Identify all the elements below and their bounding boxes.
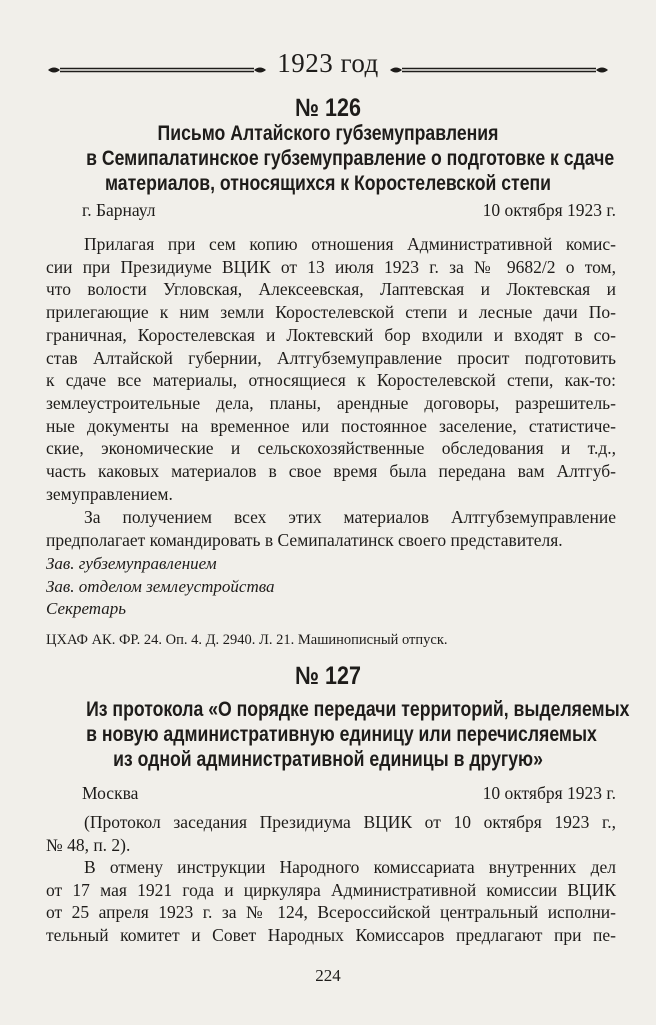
signature-line: Зав. губземуправлением [46,554,217,573]
paragraph-126-2 [46,506,616,551]
text-line: к сдаче все материалы, относящиеся к Коростелевской степи, как-то: [46,370,616,391]
title-line: Письмо Алтайского губземуправления [157,122,499,145]
signature-block-126 [46,553,275,621]
text-line: тельный комитет и Совет Народных Комиссаров предлагают при пе- [46,925,616,946]
document-number-126: № 126 [295,94,361,122]
text-line: ные документы на временное или постоянное заселение, статистиче- [46,415,616,436]
text-line: прилегающие к ним земли Коростелевской степи и лесные дачи По- [46,302,616,323]
title-line: Из протокола «О порядке передачи территорий, выделяемых [86,698,630,721]
place-date-line-127 [82,783,616,804]
running-head: 1923 год [277,48,379,78]
paragraph-127-1 [46,856,616,947]
protocol-note-127 [46,811,616,856]
text-line: (Протокол заседания Президиума ВЦИК от 10 октября 1923 г., [84,812,616,832]
text-line: граничная, Коростелевская и Локтевский бор входили и входят в со- [46,324,616,345]
text-line: земуправлением. [46,483,173,504]
title-line: в новую административную единицу или перечисляемых [86,723,597,746]
title-line: материалов, относящихся к Коростелевской степи [104,172,552,195]
text-line: предполагает командировать в Семипалатинск своего представителя. [46,529,563,550]
text-line: от 25 апреля 1923 г. за № 124, Всероссийской центральный исполни- [46,902,616,923]
signature-line: Секретарь [46,599,126,618]
text-line: сии при Президиуме ВЦИК от 13 июля 1923 г. за № 9682/2 о том, [46,256,616,277]
document-number-127: № 127 [295,662,361,690]
place-date-line-126 [82,200,616,221]
title-line: в Семипалатинское губземуправление о подготовке к сдаче [86,147,615,170]
archive-source-126: ЦХАФ АК. ФР. 24. Оп. 4. Д. 2940. Л. 21. Машинописный отпуск. [46,632,448,648]
document-title-127 [40,697,630,772]
title-line: из одной административной единицы в другую» [113,748,543,771]
text-line: от 17 мая 1921 года и циркуляра Административной комиссии ВЦИК [46,879,616,900]
signature-line: Зав. отделом землеустройства [46,576,275,596]
text-line: В отмену инструкции Народного комиссариата внутренних дел [84,857,616,877]
text-line: землеустроительные дела, планы, арендные договоры, разрешитель- [46,392,616,413]
date: 10 октября 1923 г. [482,200,616,220]
page-number: 224 [315,966,341,985]
text-line: что волости Угловская, Алексеевская, Лаптевская и Локтевская и [46,279,616,300]
text-line: став Алтайской губернии, Алтгубземуправление просит подготовить [46,347,616,368]
text-line: ские, экономические и сельскохозяйственные обследования и т.д., [46,438,616,459]
place: г. Барнаул [82,200,156,220]
text-line: № 48, п. 2). [46,834,131,855]
text-line: За получением всех этих материалов Алтгубземуправление [84,507,616,527]
place: Москва [82,783,139,803]
paragraph-126-1 [46,233,616,505]
date: 10 октября 1923 г. [482,783,616,803]
text-line: часть каковых материалов в свое время была передана вам Алтгуб- [46,461,616,482]
document-title-126 [40,121,616,196]
text-line: Прилагая при сем копию отношения Административной комис- [84,234,616,254]
